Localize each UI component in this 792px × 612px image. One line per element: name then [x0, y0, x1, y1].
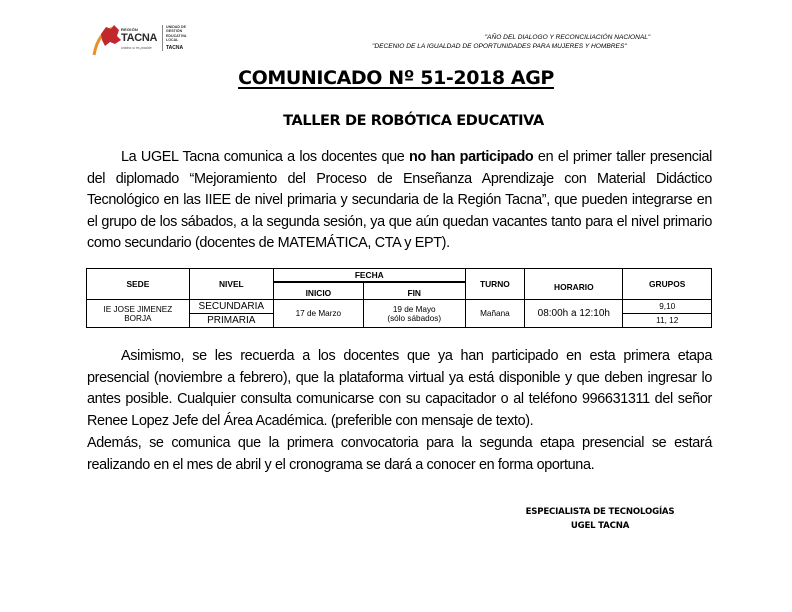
cell-turno: Mañana [465, 300, 525, 328]
logo-unit-line: EDUCATIVA [166, 33, 187, 38]
paragraph-intro [87, 147, 712, 255]
header-mottos [370, 33, 710, 51]
cell-grupo-secundaria: 9,10 [623, 300, 712, 314]
paragraph-reminder [87, 346, 712, 432]
paragraph-intro-text: La UGEL Tacna comunica a los docentes que [121, 149, 410, 165]
logo-divider [162, 25, 163, 51]
header-horario: HORARIO [525, 269, 623, 300]
region-tacna-map-icon [92, 22, 122, 56]
signature-title: ESPECIALISTA DE TECNOLOGÍAS [525, 507, 675, 517]
logo-slogan: unidos sí es posible [121, 46, 152, 50]
header-grupos: GRUPOS [623, 269, 712, 300]
cell-sede: IE JOSE JIMENEZ BORJA [87, 300, 190, 328]
paragraph-intro-text-rest: en el primer taller presencial del diplomado “Mejoramiento del Proceso de Enseñanza Aprendizaje con Material Didáctico Tecnológico en las IIEE de nivel primaria y secundaria de la Región Tacna”, que pueden integrarse en el grupo de los sábados, a la segunda sesión, ya que aún quedan vacantes tanto para el nivel primario como secundario (docentes de MATEMÁTICA, CTA y EPT). [87, 149, 712, 251]
logo-region-name: TACNA [121, 32, 158, 44]
header-inicio: INICIO [273, 282, 363, 300]
paragraph-reminder-text: Asimismo, se les recuerda a los docentes que ya han participado en esta primera etapa presencial (noviembre a febrero), que la plataforma virtual ya está disponible y que deben ingresar lo antes posible. Cualquier consulta comunicarse con su capacitador o al teléfono 996631311 del señor Renee Lopez Jefe del Área Académica. (preferible con mensaje de texto). [87, 348, 712, 429]
paragraph-announcement: Además, se comunica que la primera convocatoria para la segunda etapa presencial se estará realizando en el mes de abril y el cronograma se dará a conocer en forma oportuna. [87, 435, 712, 473]
ugel-tacna-logo [92, 22, 222, 56]
header-fin: FIN [363, 282, 465, 300]
document-subtitle: TALLER DE ROBÓTICA EDUCATIVA [283, 113, 544, 129]
document-title [0, 67, 792, 89]
cell-fin-note: (sólo sábados) [387, 313, 442, 323]
logo-unit-line: GESTIÓN [166, 29, 183, 34]
header-sede: SEDE [87, 269, 190, 300]
header-fecha: FECHA [273, 269, 465, 282]
logo-unit-line: UNIDAD DE [166, 25, 186, 29]
header-turno: TURNO [465, 269, 525, 300]
signature-organization: UGEL TACNA [570, 521, 630, 531]
logo-region-label: REGIÓN [121, 27, 138, 32]
motto-decade: "DECENIO DE LA IGUALDAD DE OPORTUNIDADES PARA MUJERES Y HOMBRES" [372, 43, 627, 50]
cell-fin-date: 19 de Mayo [392, 304, 436, 314]
logo-unit-city: TACNA [166, 45, 184, 51]
motto-year: "AÑO DEL DIALOGO Y RECONCILIACIÓN NACIONAL" [484, 34, 651, 41]
signature-block [500, 505, 700, 533]
header-nivel: NIVEL [189, 269, 273, 300]
logo-unit-name [166, 25, 186, 43]
cell-grupo-primaria: 11, 12 [623, 314, 712, 328]
cell-inicio: 17 de Marzo [273, 300, 363, 328]
table-header-row [87, 269, 712, 282]
logo-unit-line: LOCAL [166, 38, 179, 43]
table-row [87, 300, 712, 314]
paragraph-intro-bold: no han participado [409, 149, 534, 165]
document-title-text: COMUNICADO Nº 51-2018 AGP [238, 67, 554, 89]
cell-nivel-secundaria: SECUNDARIA [189, 300, 273, 314]
cell-fin [363, 300, 465, 328]
cell-horario: 08:00h a 12:10h [525, 300, 623, 328]
schedule-table [86, 268, 712, 328]
cell-nivel-primaria: PRIMARIA [189, 314, 273, 328]
